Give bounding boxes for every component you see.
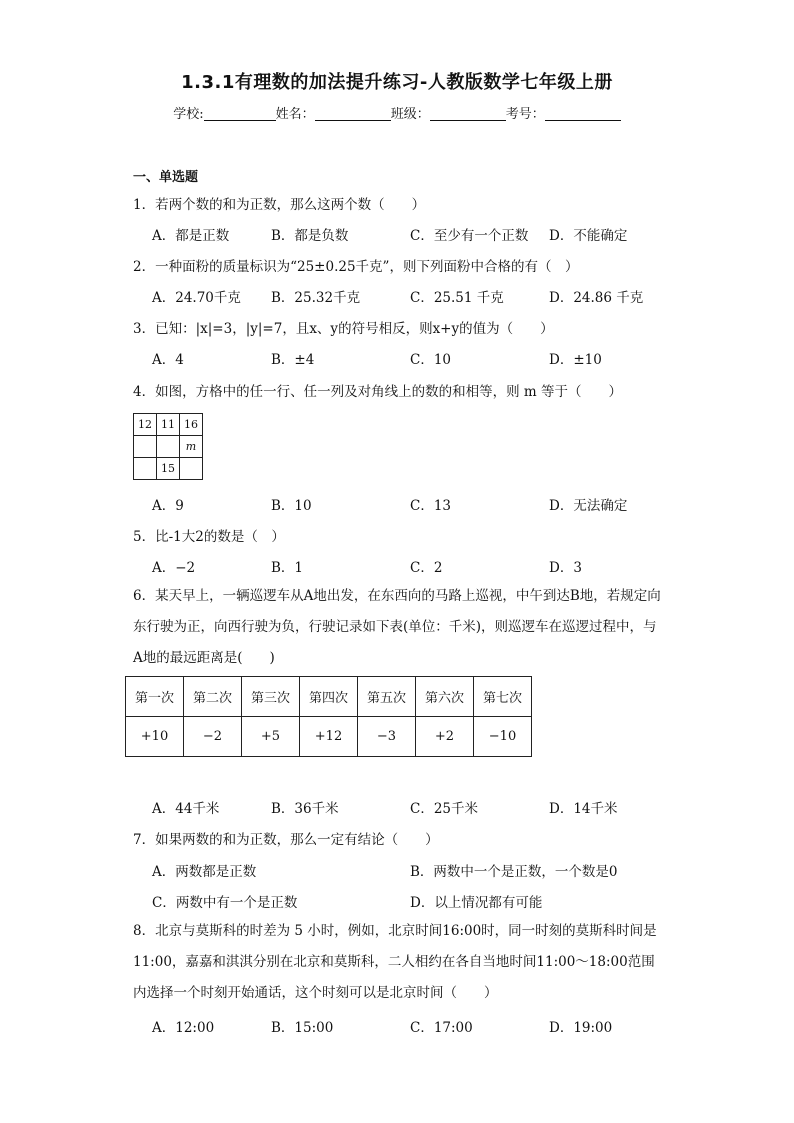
table-value-cell: −10 <box>474 717 532 757</box>
question-2: 2．一种面粉的质量标识为“25±0.25千克”，则下列面粉中合格的有（ ） <box>133 259 579 275</box>
q4-option-a: A．9 <box>152 498 184 514</box>
q1-option-c: C．至少有一个正数 <box>410 228 529 244</box>
q4-option-c: C．13 <box>410 498 452 514</box>
q7-option-b: B．两数中一个是正数，一个数是0 <box>410 864 618 880</box>
grid-cell <box>157 436 180 458</box>
q6-option-a: A．44千米 <box>152 801 220 817</box>
question-1: 1．若两个数的和为正数，那么这两个数（ ） <box>133 197 426 213</box>
question-7: 7．如果两数的和为正数，那么一定有结论（ ） <box>133 832 439 848</box>
question-5: 5．比-1大2的数是（ ） <box>133 529 285 545</box>
name-blank <box>315 108 391 121</box>
grid-cell-m: m <box>180 436 203 458</box>
q3-option-d: D．±10 <box>549 352 602 368</box>
q4-option-d: D．无法确定 <box>549 498 628 514</box>
q3-option-a: A．4 <box>152 352 184 368</box>
grid-cell <box>134 436 157 458</box>
table-header-cell: 第六次 <box>416 677 474 717</box>
name-label: 姓名： <box>275 107 315 122</box>
q3-option-b: B．±4 <box>271 352 315 368</box>
number-blank <box>545 108 621 121</box>
q5-option-d: D．3 <box>549 560 582 576</box>
class-label: 班级： <box>390 107 430 122</box>
q1-option-b: B．都是负数 <box>271 228 349 244</box>
q8-option-a: A．12:00 <box>152 1020 215 1036</box>
patrol-record-table <box>125 676 532 757</box>
grid-cell: 16 <box>180 414 203 436</box>
q2-option-a: A．24.70千克 <box>152 290 241 306</box>
school-blank <box>204 108 276 121</box>
table-value-cell: −3 <box>358 717 416 757</box>
q7-option-d: D．以上情况都有可能 <box>410 895 543 911</box>
q7-option-a: A．两数都是正数 <box>152 864 257 880</box>
table-header-cell: 第一次 <box>126 677 184 717</box>
q6-option-c: C．25千米 <box>410 801 479 817</box>
question-6: 6．某天早上，一辆巡逻车从A地出发，在东西向的马路上巡视，中午到达B地，若规定向东行驶为正，向西行驶为负，行驶记录如下表(单位：千米)，则巡逻车在巡逻过程中，与A地的最远距离是( ) <box>133 588 661 666</box>
q2-option-d: D．24.86 千克 <box>549 290 644 306</box>
q8-option-b: B．15:00 <box>271 1020 334 1036</box>
q6-option-b: B．36千米 <box>271 801 339 817</box>
grid-cell: 12 <box>134 414 157 436</box>
q4-option-b: B．10 <box>271 498 312 514</box>
section-heading: 一、单选题 <box>133 170 199 185</box>
table-value-cell: +12 <box>300 717 358 757</box>
table-header-cell: 第七次 <box>474 677 532 717</box>
q5-option-a: A．−2 <box>152 560 196 576</box>
question-3: 3．已知：|x|=3，|y|=7，且x、y的符号相反，则x+y的值为（ ） <box>133 321 554 337</box>
table-header-cell: 第三次 <box>242 677 300 717</box>
q1-option-a: A．都是正数 <box>152 228 230 244</box>
q2-option-c: C．25.51 千克 <box>410 290 504 306</box>
q2-option-b: B．25.32千克 <box>271 290 361 306</box>
q5-option-b: B．1 <box>271 560 304 576</box>
table-value-cell: +10 <box>126 717 184 757</box>
q3-option-c: C．10 <box>410 352 452 368</box>
table-value-cell: +2 <box>416 717 474 757</box>
grid-cell <box>134 458 157 480</box>
question-4: 4．如图，方格中的任一行、任一列及对角线上的数的和相等，则 m 等于（ ） <box>133 384 622 400</box>
grid-cell: 11 <box>157 414 180 436</box>
q1-option-d: D．不能确定 <box>549 228 628 244</box>
number-label: 考号： <box>505 107 545 122</box>
grid-cell: 15 <box>157 458 180 480</box>
table-header-cell: 第二次 <box>184 677 242 717</box>
school-label: 学校: <box>173 107 204 122</box>
table-header-cell: 第五次 <box>358 677 416 717</box>
table-value-cell: +5 <box>242 717 300 757</box>
q8-option-c: C．17:00 <box>410 1020 473 1036</box>
magic-square-grid <box>133 413 203 480</box>
class-blank <box>430 108 506 121</box>
q5-option-c: C．2 <box>410 560 443 576</box>
q6-option-d: D．14千米 <box>549 801 618 817</box>
student-info-row <box>0 103 794 122</box>
q8-option-d: D．19:00 <box>549 1020 613 1036</box>
table-value-cell: −2 <box>184 717 242 757</box>
question-8: 8．北京与莫斯科的时差为 5 小时，例如，北京时间16:00时，同一时刻的莫斯科时间是11:00，嘉嘉和淇淇分别在北京和莫斯科，二人相约在各自当地时间11:00～18:00范围内选择一个时刻开始通话，这个时刻可以是北京时间（ ） <box>133 923 657 1001</box>
table-header-cell: 第四次 <box>300 677 358 717</box>
q7-option-c: C．两数中有一个是正数 <box>152 895 298 911</box>
grid-cell <box>180 458 203 480</box>
page-title: 1.3.1有理数的加法提升练习-人教版数学七年级上册 <box>181 72 613 93</box>
